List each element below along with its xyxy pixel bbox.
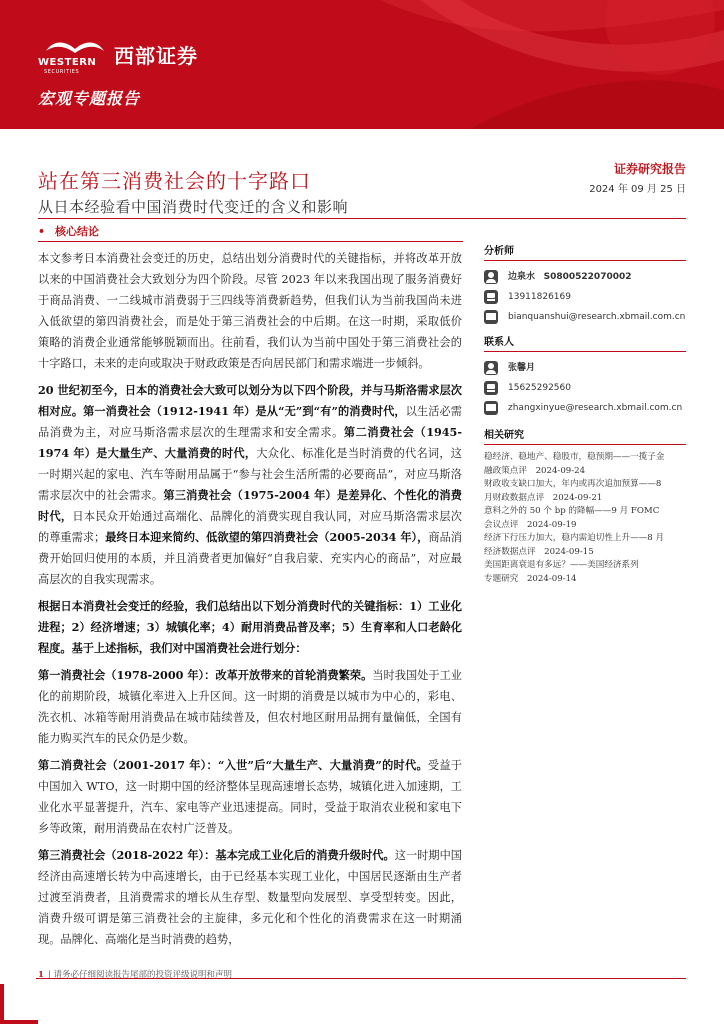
related-item[interactable]: 意料之外的 50 个 bp 的降幅——9 月 FOMC [484,506,660,516]
related-item[interactable]: 融政策点评 2024-09-24 [484,465,586,476]
related-item[interactable]: 会议点评 2024-09-19 [484,519,577,530]
body-text: 大众化、标准化是当时消费的代名词，这一时期兴起的家电、汽车等耐用品属于“参与社会生活所需的必要商品”，对应马斯洛需求层次中的社会需求。 [38,447,462,502]
bold-text: 第二消费社会（1945-1974 年）是大量生产、大量消费的时代， [38,425,462,460]
logo-english-sub: SECURITIES [44,69,80,75]
body-text: 这一时期中国经济由高速增长转为中高速增长，由于已经基本实现工业化，中国居民逐渐由生产者过渡至消费者，且消费需求的增长从生存型、数量型向发展型、享受型转变。因此，消费升级可谓是第三消费社会的主旋律，多元化和个性化的消费需求在这一时期涌现。品牌化、高端化是当时消费的趋势， [38,849,462,946]
section-heading [38,223,99,239]
bold-text: 第一消费社会（1978-2000 年）：改革开放带来的首轮消费繁荣。 [38,668,373,682]
body-text: 以生活必需品消费为主，对应马斯洛需求层次的生理需求和安全需求。 [38,405,462,439]
contact-heading: 联系人 [484,333,686,352]
bold-text: 20 世纪初至今，日本的消费社会大致可以划分为以下四个阶段，并与马斯洛需求层次相对应。第一消费社会（1912-1941 年）是从“无”到“有”的消费时代， [38,383,462,418]
analyst-phone: 13911826169 [508,292,571,302]
paragraph-first-society [38,665,462,749]
related-item[interactable]: 月财政数据点评 2024-09-21 [484,492,603,503]
body-text: 受益于中国加入 WTO，这一时期中国的经济整体呈现高速增长态势，城镇化进入加速期，工业化水平显著提升，汽车、家电等产业迅速提高。同时，受益于取消农业税和家电下乡等政策，耐用消费品在农村广泛普及。 [38,759,462,835]
paragraph-intro: 本文参考日本消费社会变迁的历史，总结出划分消费时代的关键指标，并将改革开放以来的中国消费社会大致划分为四个阶段。尽管 2023 年以来我国出现了服务消费好于商品消费、一二线城市消费弱于三四线等消费新趋势，但我们认为当前我国尚未进入低欲望的第四消费社会，而是处于第三消费社会的中后期。在这一时期，采取低价策略的消费企业通常能够脱颖而出。往前看，我们认为当前中国处于第三消费社会的十字路口，未来的走向或取决于财政政策是否向居民部门和需求端进一步倾斜。 [38,252,462,370]
related-item[interactable]: 经济下行压力加大，稳内需迫切性上升——8 月 [484,533,665,543]
report-header-banner [0,0,724,129]
body-text: 当时我国处于工业化的前期阶段，城镇化率进入上升区间。这一时期的消费是以城市为中心的，彩电、洗衣机、冰箱等耐用消费品在城市陆续普及，但农村地区耐用品拥有量偏低，全国有能力购买汽车的民众仍是少数。 [38,669,462,745]
bold-text: 第二消费社会（2001-2017 年）：“入世”后“大量生产、大量消费”的时代。 [38,758,428,772]
footer-disclaimer: | 请务必仔细阅读报告尾部的投资评级说明和声明 [47,970,232,980]
paragraph-third-society [38,845,462,950]
related-item[interactable]: 美国距离衰退有多远？——美国经济系列 [484,560,639,570]
main-body [38,248,462,950]
corner-decoration [0,1020,38,1024]
analyst-heading: 分析师 [484,242,686,261]
mail-icon [484,401,498,415]
report-title: 站在第三消费社会的十字路口 [38,169,311,193]
section-heading-text: 核心结论 [55,225,100,238]
phone-icon [484,381,498,395]
analyst-license: S0800522070002 [543,272,632,282]
analyst-email-row [484,307,686,327]
bold-text: 最终日本迎来简约、低欲望的第四消费社会（2005-2034 年）， [105,530,429,544]
contact-row [484,358,686,378]
title-divider [38,218,686,219]
contact-name: 张馨月 [508,363,536,373]
phone-icon [484,290,498,304]
bullet-icon: • [38,225,46,238]
related-item[interactable]: 专题研究 2024-09-14 [484,573,577,584]
related-item[interactable]: 财政收支缺口加大，年内或再次追加预算——8 [484,479,662,489]
analyst-phone-row [484,287,686,307]
person-icon [484,361,498,375]
logo-english: WESTERN [38,57,97,68]
contact-phone: 15625292560 [508,383,571,393]
logo-chinese: 西部证券 [114,44,198,68]
mail-icon [484,310,498,324]
paragraph-second-society [38,755,462,839]
person-icon [484,270,498,284]
report-label: 证券研究报告 [613,162,686,176]
related-heading: 相关研究 [484,426,686,445]
analyst-email[interactable]: bianquanshui@research.xbmail.com.cn [508,312,686,322]
related-research-list [484,451,686,586]
related-item[interactable]: 稳经济、稳地产、稳股市，稳预期——一揽子金 [484,452,665,462]
related-item[interactable]: 经济数据点评 2024-09-15 [484,546,594,557]
corner-decoration [0,984,4,1024]
contact-phone-row [484,378,686,398]
paragraph-indicators [38,596,462,659]
body-text: 日本民众开始通过高端化、品牌化的消费实现自我认同，对应马斯洛需求层次的尊重需求； [38,510,462,544]
page-number: 1 [38,970,44,980]
report-subtitle: 从日本经验看中国消费时代变迁的含义和影响 [38,198,349,216]
paragraph-japan-stages [38,380,462,590]
contact-email[interactable]: zhangxinyue@research.xbmail.com.cn [508,403,683,413]
analyst-name: 边泉水 [508,272,536,282]
sidebar [484,242,686,586]
contact-email-row [484,398,686,418]
bold-text: 第三消费社会（2018-2022 年）：基本完成工业化后的消费升级时代。 [38,848,395,862]
section-divider [38,241,463,242]
logo-horns-icon [38,37,112,57]
body-text: 商品消费开始回归使用的本质，并且消费者更加偏好“自我启蒙、充实内心的商品”，对应最高层次的自我实现需求。 [38,531,462,586]
report-date: 2024 年 09 月 25 日 [589,184,686,195]
analyst-row [484,267,686,287]
bold-text: 根据日本消费社会变迁的经验，我们总结出以下划分消费时代的关键指标：1）工业化进程；2）经济增速；3）城镇化率；4）耐用消费品普及率；5）生育率和人口老龄化程度。基于上述指标，我们对中国消费社会进行划分： [38,599,462,655]
page-footer [38,968,232,980]
report-type: 宏观专题报告 [38,89,141,108]
bold-text: 第三消费社会（1975-2004 年）是差异化、个性化的消费时代， [38,488,462,523]
western-logo [38,37,112,75]
